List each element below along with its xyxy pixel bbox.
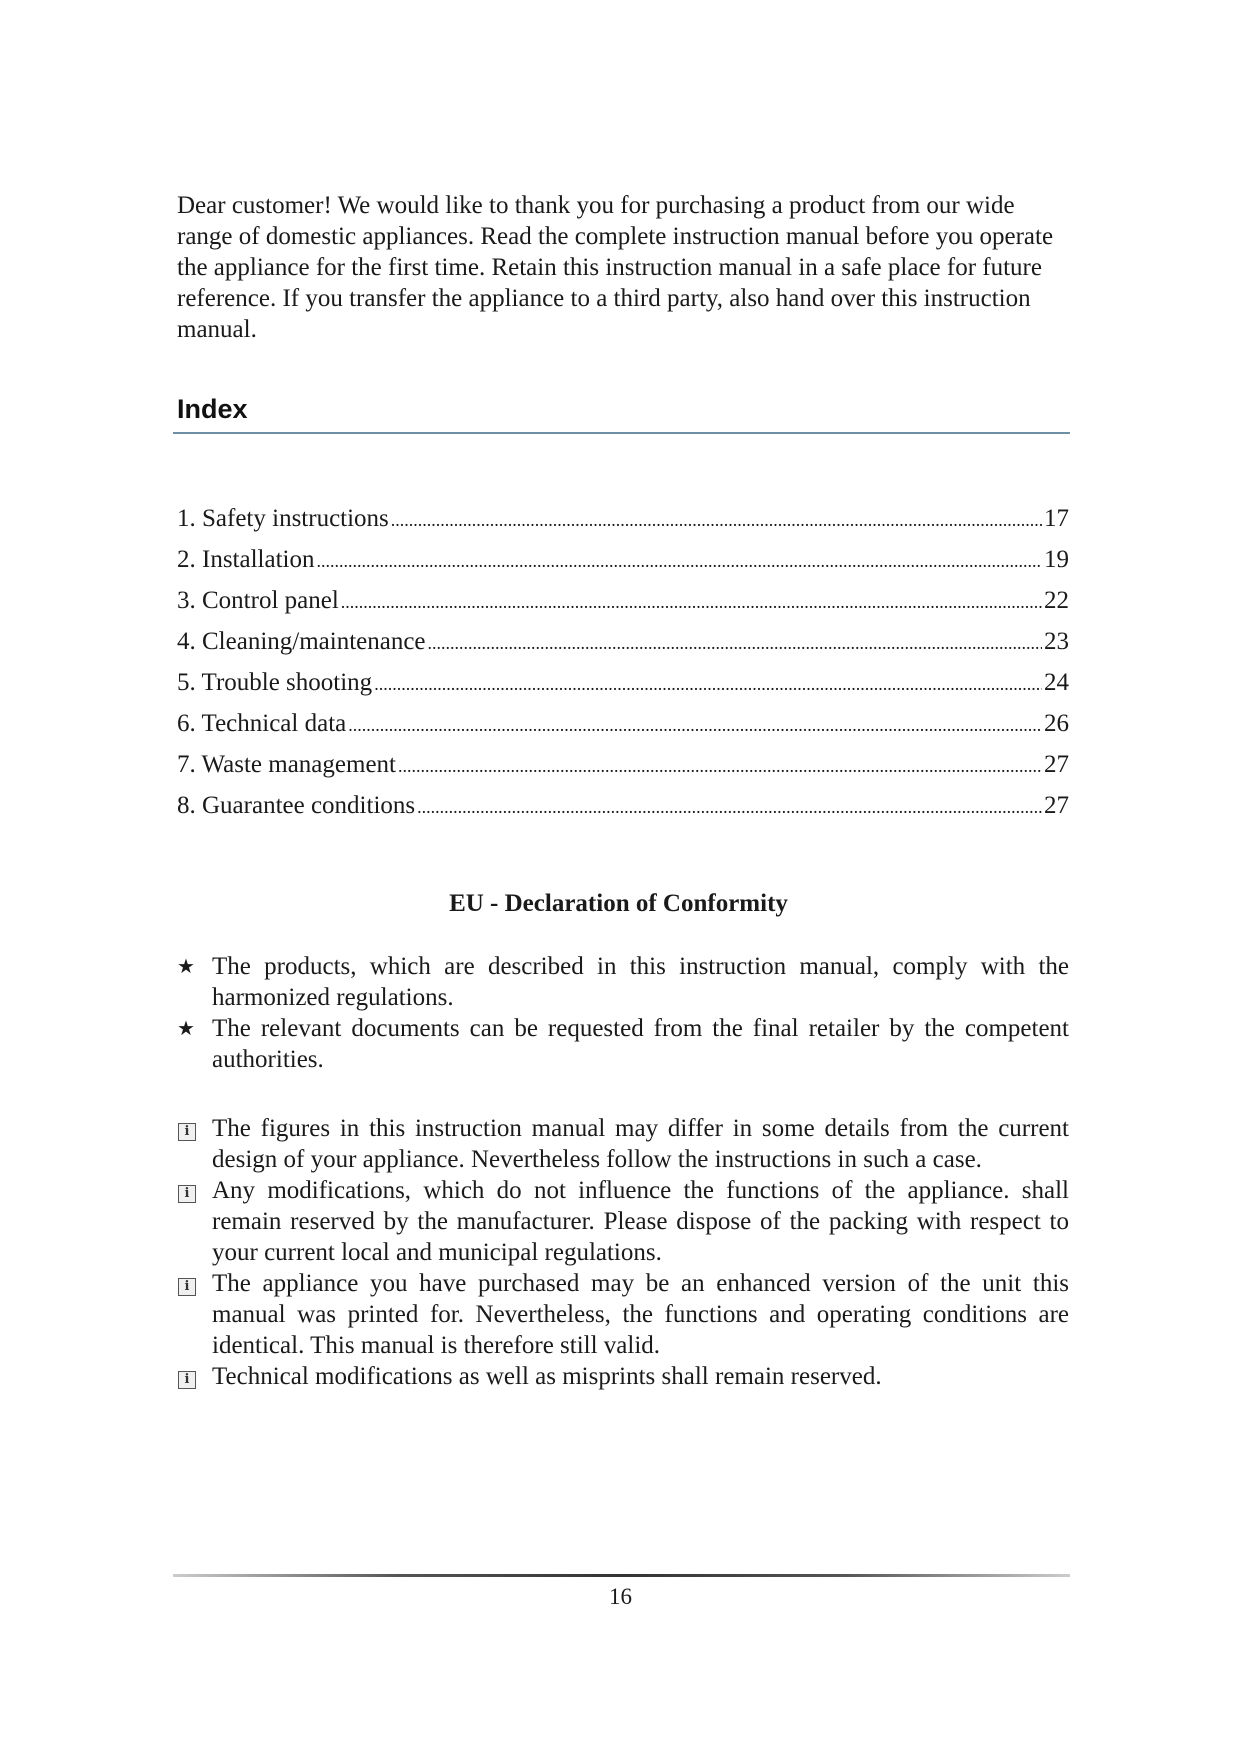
toc-dot-leader [348,708,1042,741]
info-icon: i [178,1371,196,1389]
toc-entry-label: 6. Technical data [177,710,347,737]
info-note-text: Technical modifications as well as misprints shall remain reserved. [212,1363,882,1390]
toc-entry-page: 22 [1044,587,1069,614]
toc-entry-page: 23 [1044,628,1069,655]
info-note-text: Any modifications, which do not influence the functions of the appliance. shall remain reserved by the manufacturer. Please dispose of the packing with respect to your current local and municipal regulations. [212,1177,1069,1266]
info-notes-list [177,1113,1069,1392]
index-heading: Index [177,394,248,424]
toc-dot-leader [398,749,1042,782]
table-of-contents [177,503,1069,831]
toc-dot-leader [428,626,1042,659]
toc-entry-label: 4. Cleaning/maintenance [177,628,426,655]
toc-entry [177,790,1069,831]
conformity-list [177,951,1069,1075]
toc-dot-leader [316,544,1042,577]
toc-dot-leader [374,667,1042,700]
list-item [177,1175,1069,1268]
star-icon: ★ [177,1016,195,1040]
toc-entry-page: 19 [1044,546,1069,573]
toc-entry [177,585,1069,626]
toc-entry-page: 26 [1044,710,1069,737]
list-item [177,1113,1069,1175]
toc-entry-page: 27 [1044,751,1069,778]
info-icon: i [178,1278,196,1296]
list-item [177,1361,1069,1392]
toc-entry-page: 27 [1044,792,1069,819]
intro-paragraph: Dear customer! We would like to thank you for purchasing a product from our wide range of domestic appliances. Read the complete instruction manual before you operate the appliance for the first time. Retain this instruction manual in a safe place for future reference. If you transfer the appliance to a third party, also hand over this instruction manual. [177,192,1054,343]
conformity-text: The products, which are described in this instruction manual, comply with the harmonized regulations. [212,953,1069,1011]
toc-entry-label: 7. Waste management [177,751,396,778]
index-divider [173,432,1070,434]
toc-entry-page: 24 [1044,669,1069,696]
toc-entry-label: 2. Installation [177,546,315,573]
info-icon: i [178,1185,196,1203]
declaration-title-text: EU - Declaration of Conformity [449,890,788,917]
toc-entry [177,503,1069,544]
toc-entry [177,544,1069,585]
declaration-title [0,888,1241,920]
conformity-text: The relevant documents can be requested from the final retailer by the competent authorities. [212,1015,1069,1073]
list-item [177,1268,1069,1361]
toc-entry [177,667,1069,708]
toc-entry [177,749,1069,790]
toc-entry-page: 17 [1044,505,1069,532]
page-number: 16 [609,1584,632,1609]
footer-divider [173,1574,1070,1577]
toc-entry-label: 5. Trouble shooting [177,669,373,696]
info-note-text: The appliance you have purchased may be an enhanced version of the unit this manual was printed for. Nevertheless, the functions and operating conditions are identical. This manual is therefore still valid. [212,1270,1069,1359]
star-icon: ★ [177,954,195,978]
toc-entry [177,708,1069,749]
toc-entry-label: 3. Control panel [177,587,339,614]
list-item [177,951,1069,1013]
toc-dot-leader [341,585,1042,618]
toc-entry-label: 1. Safety instructions [177,505,389,532]
toc-dot-leader [391,503,1042,536]
toc-entry [177,626,1069,667]
list-item [177,1013,1069,1075]
info-icon: i [178,1123,196,1141]
toc-dot-leader [417,790,1042,823]
info-note-text: The figures in this instruction manual may differ in some details from the current design of your appliance. Nevertheless follow the instructions in such a case. [212,1115,1069,1173]
toc-entry-label: 8. Guarantee conditions [177,792,416,819]
